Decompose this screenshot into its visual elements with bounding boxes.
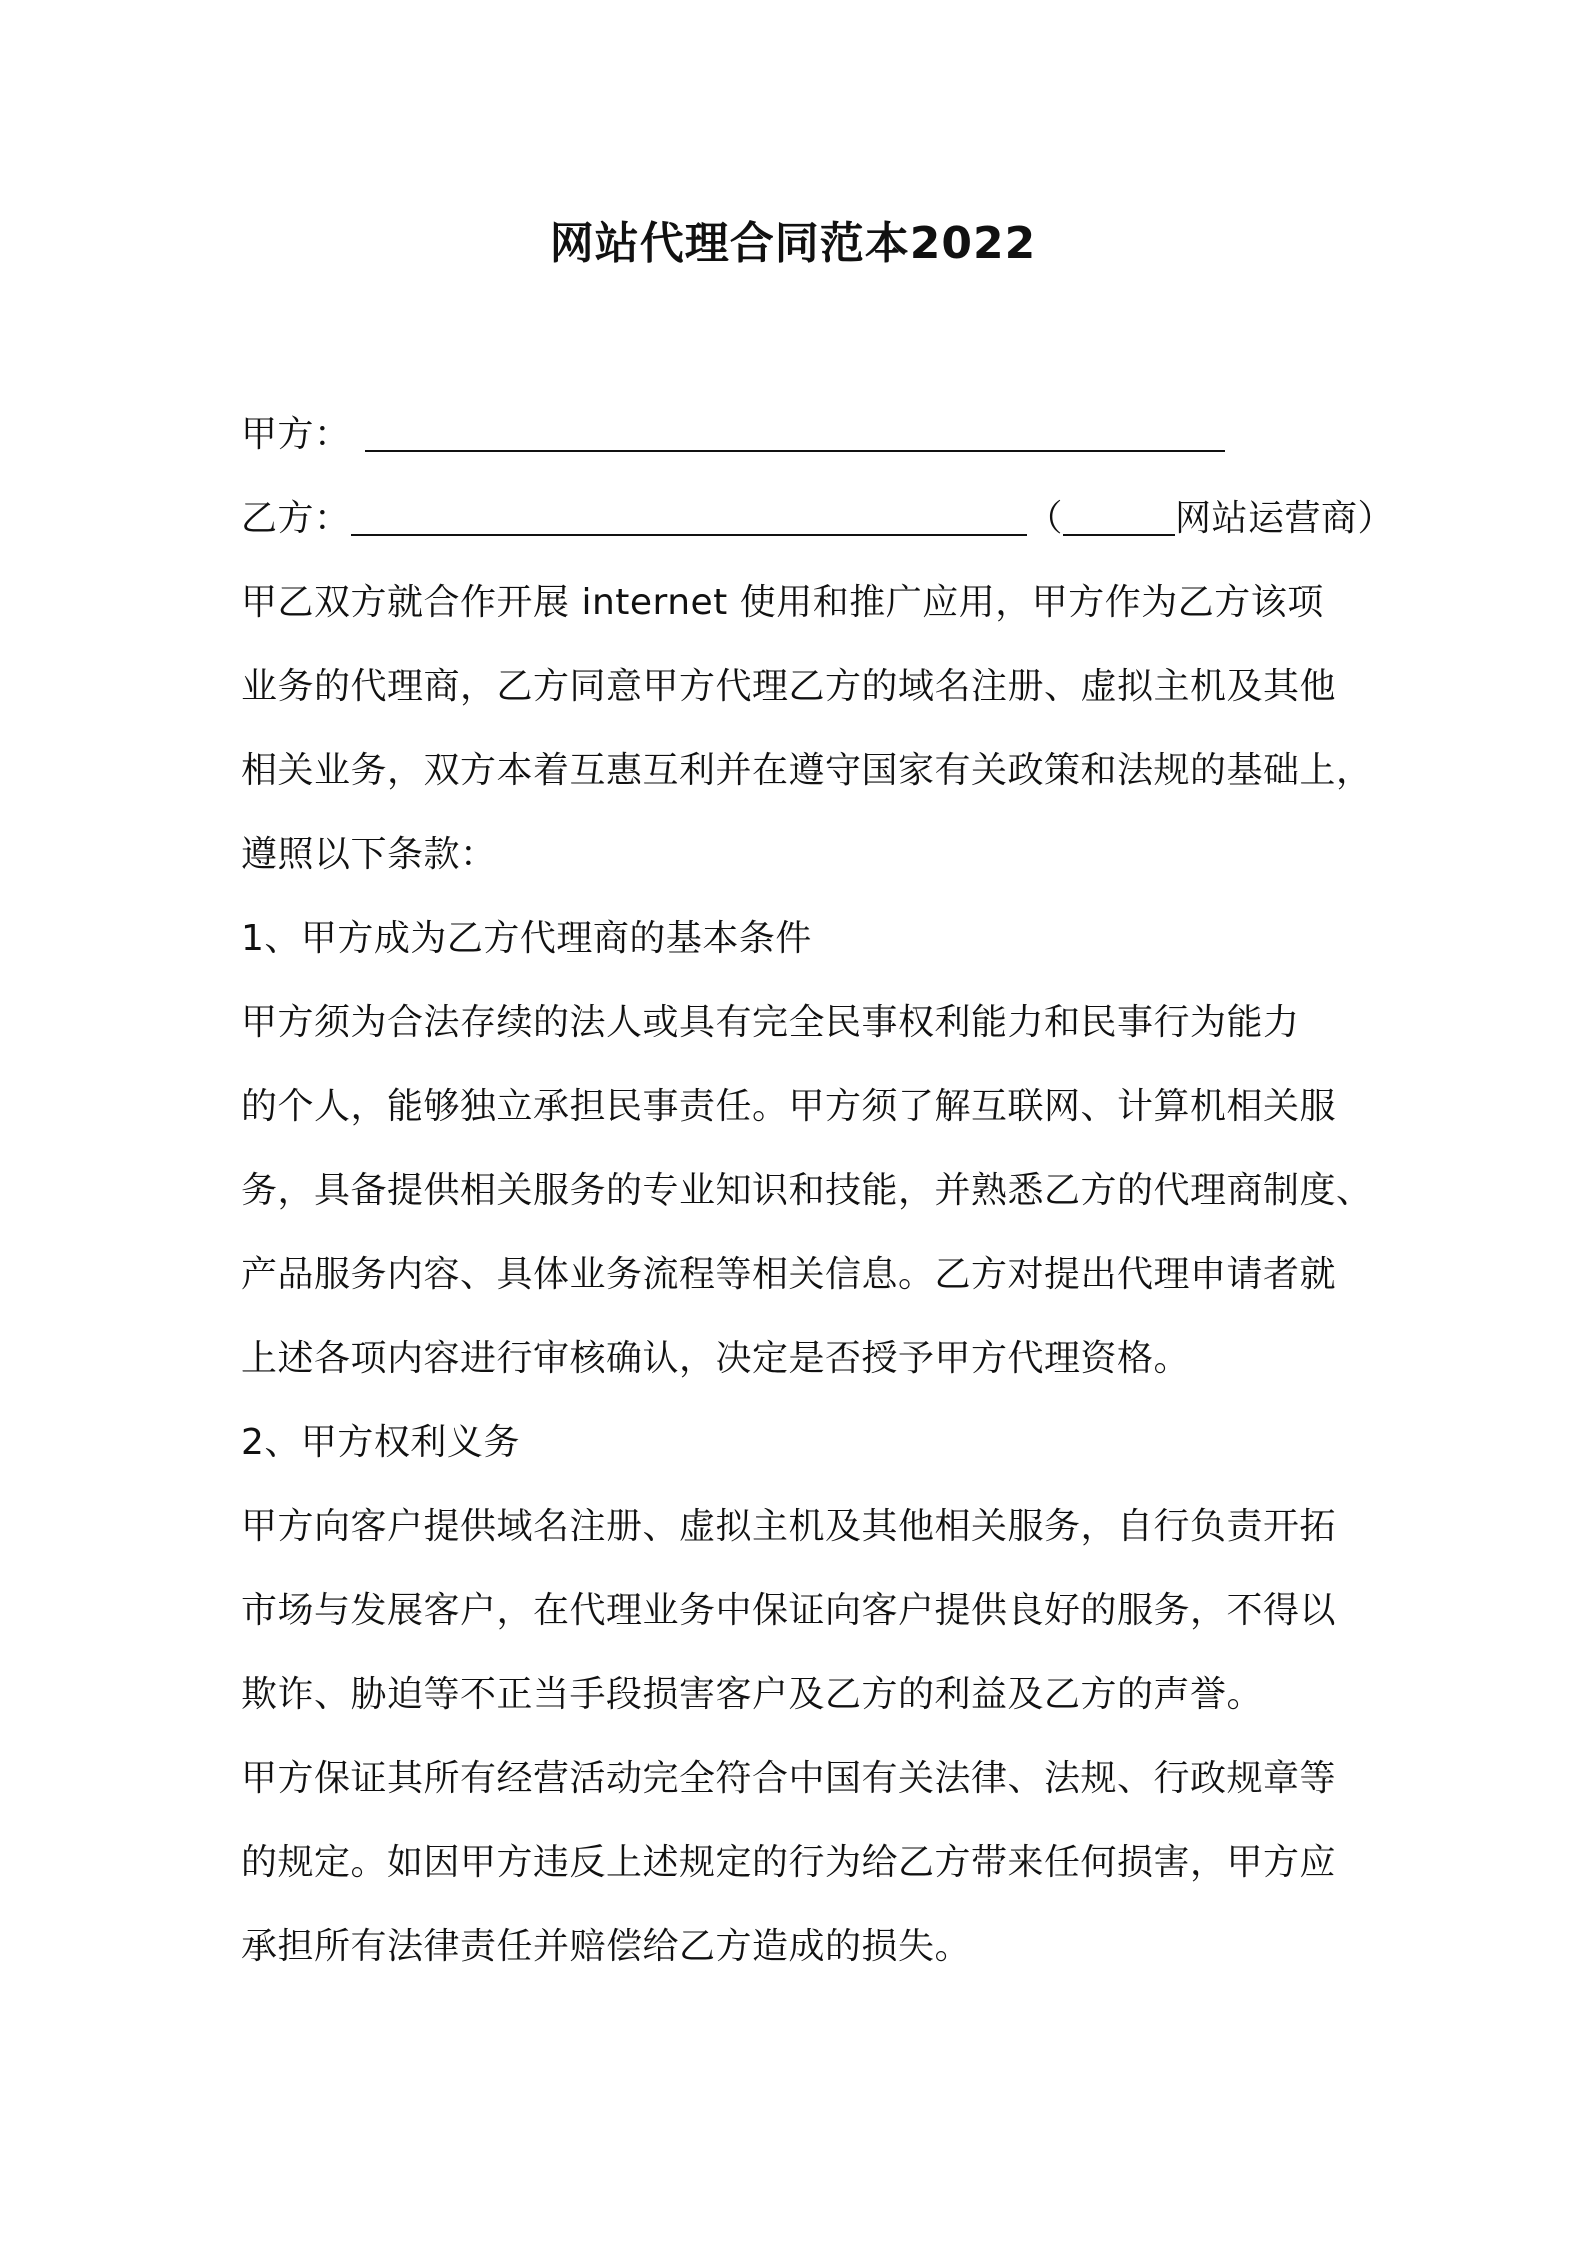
body-line: 务，具备提供相关服务的专业知识和技能，并熟悉乙方的代理商制度、: [241, 1170, 1373, 1211]
party-b-blank[interactable]: [351, 498, 1027, 536]
document-title: 网站代理合同范本2022: [549, 218, 1037, 269]
body-line: 的个人，能够独立承担民事责任。甲方须了解互联网、计算机相关服: [241, 1086, 1337, 1127]
body-line: 欺诈、胁迫等不正当手段损害客户及乙方的利益及乙方的声誉。: [241, 1674, 1264, 1715]
section-heading: 1、甲方成为乙方代理商的基本条件: [241, 918, 812, 959]
body-line: 产品服务内容、具体业务流程等相关信息。乙方对提出代理申请者就: [241, 1254, 1337, 1295]
body-line: 甲方向客户提供域名注册、虚拟主机及其他相关服务，自行负责开拓: [241, 1506, 1337, 1547]
body-line: 的规定。如因甲方违反上述规定的行为给乙方带来任何损害，甲方应: [241, 1842, 1337, 1883]
party-b-role-blank[interactable]: [1063, 498, 1175, 536]
body-line: 承担所有法律责任并赔偿给乙方造成的损失。: [241, 1926, 972, 1967]
body-line: 遵照以下条款：: [241, 834, 497, 875]
party-a-line: [241, 410, 1225, 460]
body-line: 甲乙双方就合作开展 internet 使用和推广应用，甲方作为乙方该项: [241, 582, 1324, 623]
body-line: 相关业务，双方本着互惠互利并在遵守国家有关政策和法规的基础上，: [241, 750, 1373, 791]
body-line: 业务的代理商，乙方同意甲方代理乙方的域名注册、虚拟主机及其他: [241, 666, 1337, 707]
section-heading: 2、甲方权利义务: [241, 1422, 520, 1463]
party-b-line: [241, 494, 1394, 544]
party-a-blank[interactable]: [365, 414, 1225, 452]
party-b-role-suffix: 网站运营商）: [1175, 498, 1395, 539]
party-a-label: 甲方：: [241, 414, 351, 455]
party-b-label: 乙方：: [241, 498, 351, 539]
body-line: 甲方须为合法存续的法人或具有完全民事权利能力和民事行为能力: [241, 1002, 1300, 1043]
body-line: 市场与发展客户，在代理业务中保证向客户提供良好的服务，不得以: [241, 1590, 1337, 1631]
party-b-open-paren: （: [1026, 498, 1064, 539]
body-line: 上述各项内容进行审核确认，决定是否授予甲方代理资格。: [241, 1338, 1191, 1379]
body-line: 甲方保证其所有经营活动完全符合中国有关法律、法规、行政规章等: [241, 1758, 1337, 1799]
